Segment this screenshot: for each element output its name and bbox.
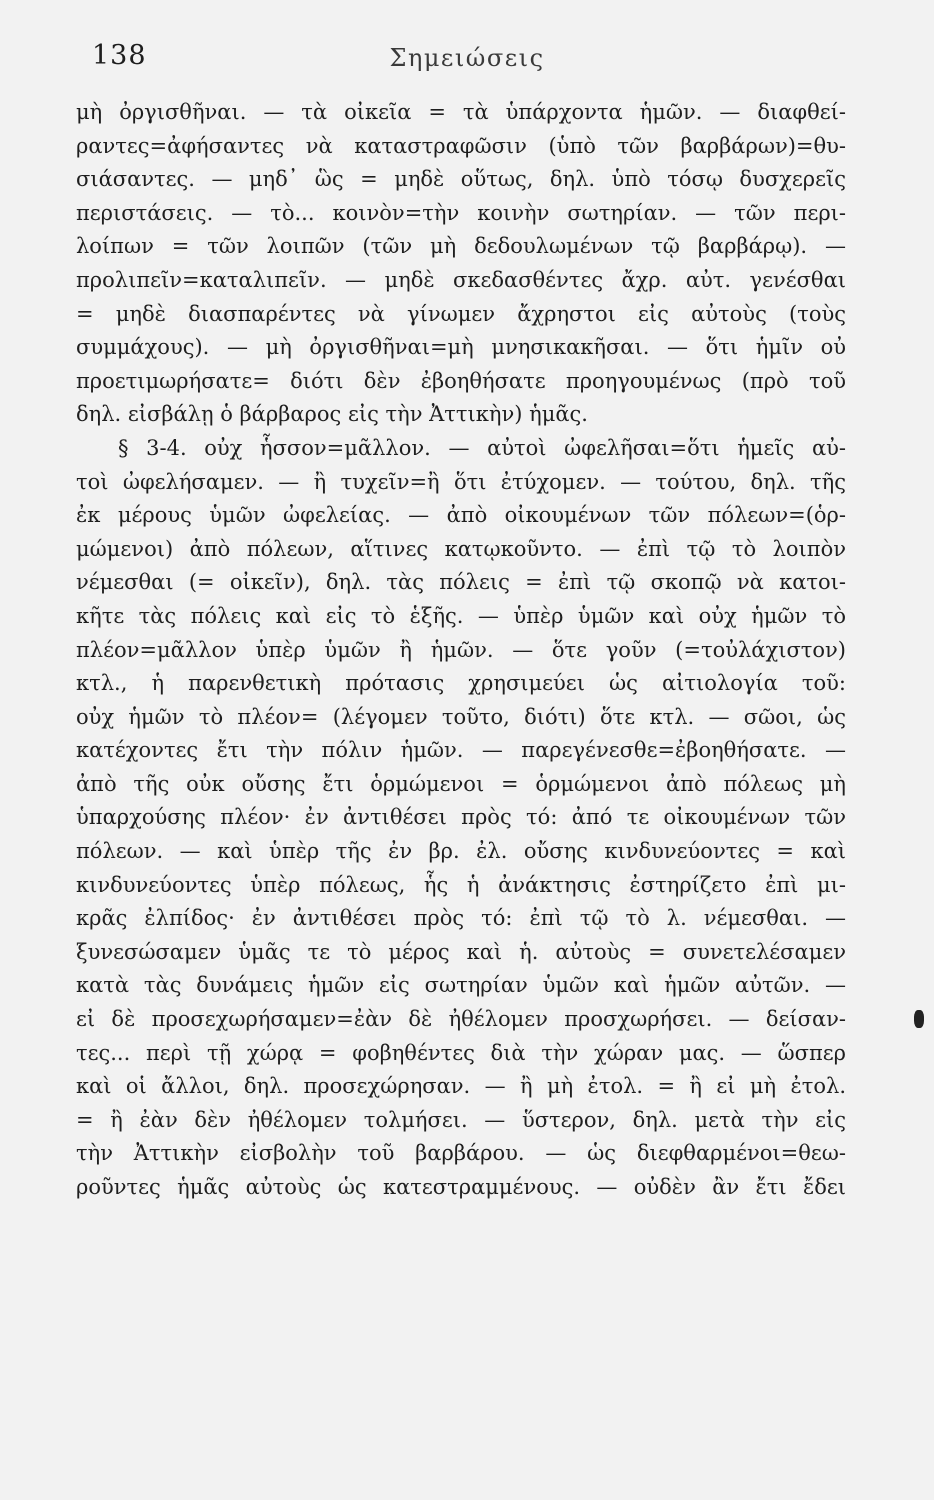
text-line: τοὶ ὠφελήσαμεν. — ἢ τυχεῖν=ἢ ὅτι ἐτύχομεν. — τούτου, δηλ. τῆς bbox=[76, 469, 846, 494]
text-line: πλέον=μᾶλλον ὑπὲρ ὑμῶν ἢ ἡμῶν. — ὅτε γοῦν (=τοὐλάχιστον) bbox=[76, 637, 846, 662]
text-line: προλιπεῖν=καταλιπεῖν. — μηδὲ σκεδασθέντες ἄχρ. αὐτ. γενέσθαι bbox=[76, 267, 846, 292]
text-line: συμμάχους). — μὴ ὀργισθῆναι=μὴ μνησικακῆσαι. — ὅτι ἡμῖν οὐ bbox=[76, 335, 846, 360]
text-line: ἐκ μέρους ὑμῶν ὠφελείας. — ἀπὸ οἰκουμένων τῶν πόλεων=(ὁρ- bbox=[76, 503, 846, 528]
text-line: ξυνεσώσαμεν ὑμᾶς τε τὸ μέρος καὶ ἡ. αὐτοὺς = συνετελέσαμεν bbox=[76, 939, 846, 964]
text-line: κατέχοντες ἔτι τὴν πόλιν ἡμῶν. — παρεγένεσθε=ἐβοηθήσατε. — bbox=[76, 738, 846, 763]
text-line: νέμεσθαι (= οἰκεῖν), δηλ. τὰς πόλεις = ἐπὶ τῷ σκοπῷ νὰ κατοι- bbox=[76, 570, 846, 595]
running-title: Σημειώσεις bbox=[389, 44, 545, 72]
text-line: ροῦντες ἡμᾶς αὐτοὺς ὡς κατεστραμμένους. — οὐδὲν ἂν ἔτι ἔδει bbox=[76, 1175, 846, 1199]
page-header bbox=[0, 40, 934, 80]
text-line: οὐχ ἡμῶν τὸ πλέον= (λέγομεν τοῦτο, διότι) ὅτε κτλ. — σῶοι, ὡς bbox=[76, 704, 846, 729]
text-line: κατὰ τὰς δυνάμεις ἡμῶν εἰς σωτηρίαν ὑμῶν καὶ ἡμῶν αὐτῶν. — bbox=[76, 973, 846, 998]
text-line: κτλ., ἡ παρενθετικὴ πρότασις χρησιμεύει ὡς αἰτιολογία τοῦ: bbox=[76, 671, 846, 696]
text-line: περιστάσεις. — τὸ... κοινὸν=τὴν κοινὴν σωτηρίαν. — τῶν περι- bbox=[76, 200, 846, 225]
text-line: κρᾶς ἐλπίδος· ἐν ἀντιθέσει πρὸς τό: ἐπὶ τῷ τὸ λ. νέμεσθαι. — bbox=[76, 906, 846, 931]
text-line: προετιμωρήσατε= διότι δὲν ἐβοηθήσατε προηγουμένως (πρὸ τοῦ bbox=[76, 368, 846, 393]
text-line: λοίπων = τῶν λοιπῶν (τῶν μὴ δεδουλωμένων τῷ βαρβάρῳ). — bbox=[76, 234, 846, 259]
text-line: δηλ. εἰσβάλῃ ὁ βάρβαρος εἰς τὴν Ἀττικὴν) ἡμᾶς. bbox=[76, 402, 588, 427]
text-line: ὑπαρχούσης πλέον· ἐν ἀντιθέσει πρὸς τό: ἀπό τε οἰκουμένων τῶν bbox=[76, 805, 846, 830]
page-number: 138 bbox=[92, 40, 147, 71]
text-line-section-start: § 3-4. οὐχ ἧσσον=μᾶλλον. — αὐτοὶ ὠφελῆσαι=ὅτι ἡμεῖς αὐ- bbox=[118, 435, 846, 460]
text-line: σιάσαντες. — μηδ᾿ ὣς = μηδὲ οὕτως, δηλ. ὑπὸ τόσῳ δυσχερεῖς bbox=[76, 167, 846, 192]
text-line: πόλεων. — καὶ ὑπὲρ τῆς ἐν βρ. ἐλ. οὔσης κινδυνεύοντες = καὶ bbox=[76, 839, 846, 864]
text-line: μὴ ὀργισθῆναι. — τὰ οἰκεῖα = τὰ ὑπάρχοντα ἡμῶν. — διαφθεί- bbox=[76, 100, 846, 124]
text-line: τὴν Ἀττικὴν εἰσβολὴν τοῦ βαρβάρου. — ὡς διεφθαρμένοι=θεω- bbox=[76, 1141, 846, 1166]
text-line: = ἢ ἐὰν δὲν ἠθέλομεν τολμήσει. — ὕστερον, δηλ. μετὰ τὴν εἰς bbox=[76, 1107, 846, 1132]
text-line: εἰ δὲ προσεχωρήσαμεν=ἐὰν δὲ ἠθέλομεν προσχωρήσει. — δείσαν- bbox=[76, 1007, 846, 1032]
text-line: κῆτε τὰς πόλεις καὶ εἰς τὸ ἑξῆς. — ὑπὲρ ὑμῶν καὶ οὐχ ἡμῶν τὸ bbox=[76, 603, 846, 628]
text-line: ραντες=ἀφήσαντες νὰ καταστραφῶσιν (ὑπὸ τῶν βαρβάρων)=θυ- bbox=[76, 133, 846, 158]
text-line: κινδυνεύοντες ὑπὲρ πόλεως, ἧς ἡ ἀνάκτησις ἐστηρίζετο ἐπὶ μι- bbox=[76, 872, 846, 897]
notes-text bbox=[76, 96, 846, 1205]
text-line: καὶ οἱ ἄλλοι, δηλ. προσεχώρησαν. — ἢ μὴ ἐτολ. = ἢ εἰ μὴ ἐτολ. bbox=[76, 1074, 846, 1099]
text-line: τες... περὶ τῇ χώρᾳ = φοβηθέντες διὰ τὴν χώραν μας. — ὥσπερ bbox=[76, 1040, 846, 1065]
ink-spot bbox=[914, 1010, 924, 1028]
text-line: = μηδὲ διασπαρέντες νὰ γίνωμεν ἄχρηστοι εἰς αὐτοὺς (τοὺς bbox=[76, 301, 846, 326]
text-line: μώμενοι) ἀπὸ πόλεων, αἵτινες κατῳκοῦντο. — ἐπὶ τῷ τὸ λοιπὸν bbox=[76, 536, 846, 561]
text-line: ἀπὸ τῆς οὐκ οὔσης ἔτι ὁρμώμενοι = ὁρμώμενοι ἀπὸ πόλεως μὴ bbox=[76, 771, 846, 796]
